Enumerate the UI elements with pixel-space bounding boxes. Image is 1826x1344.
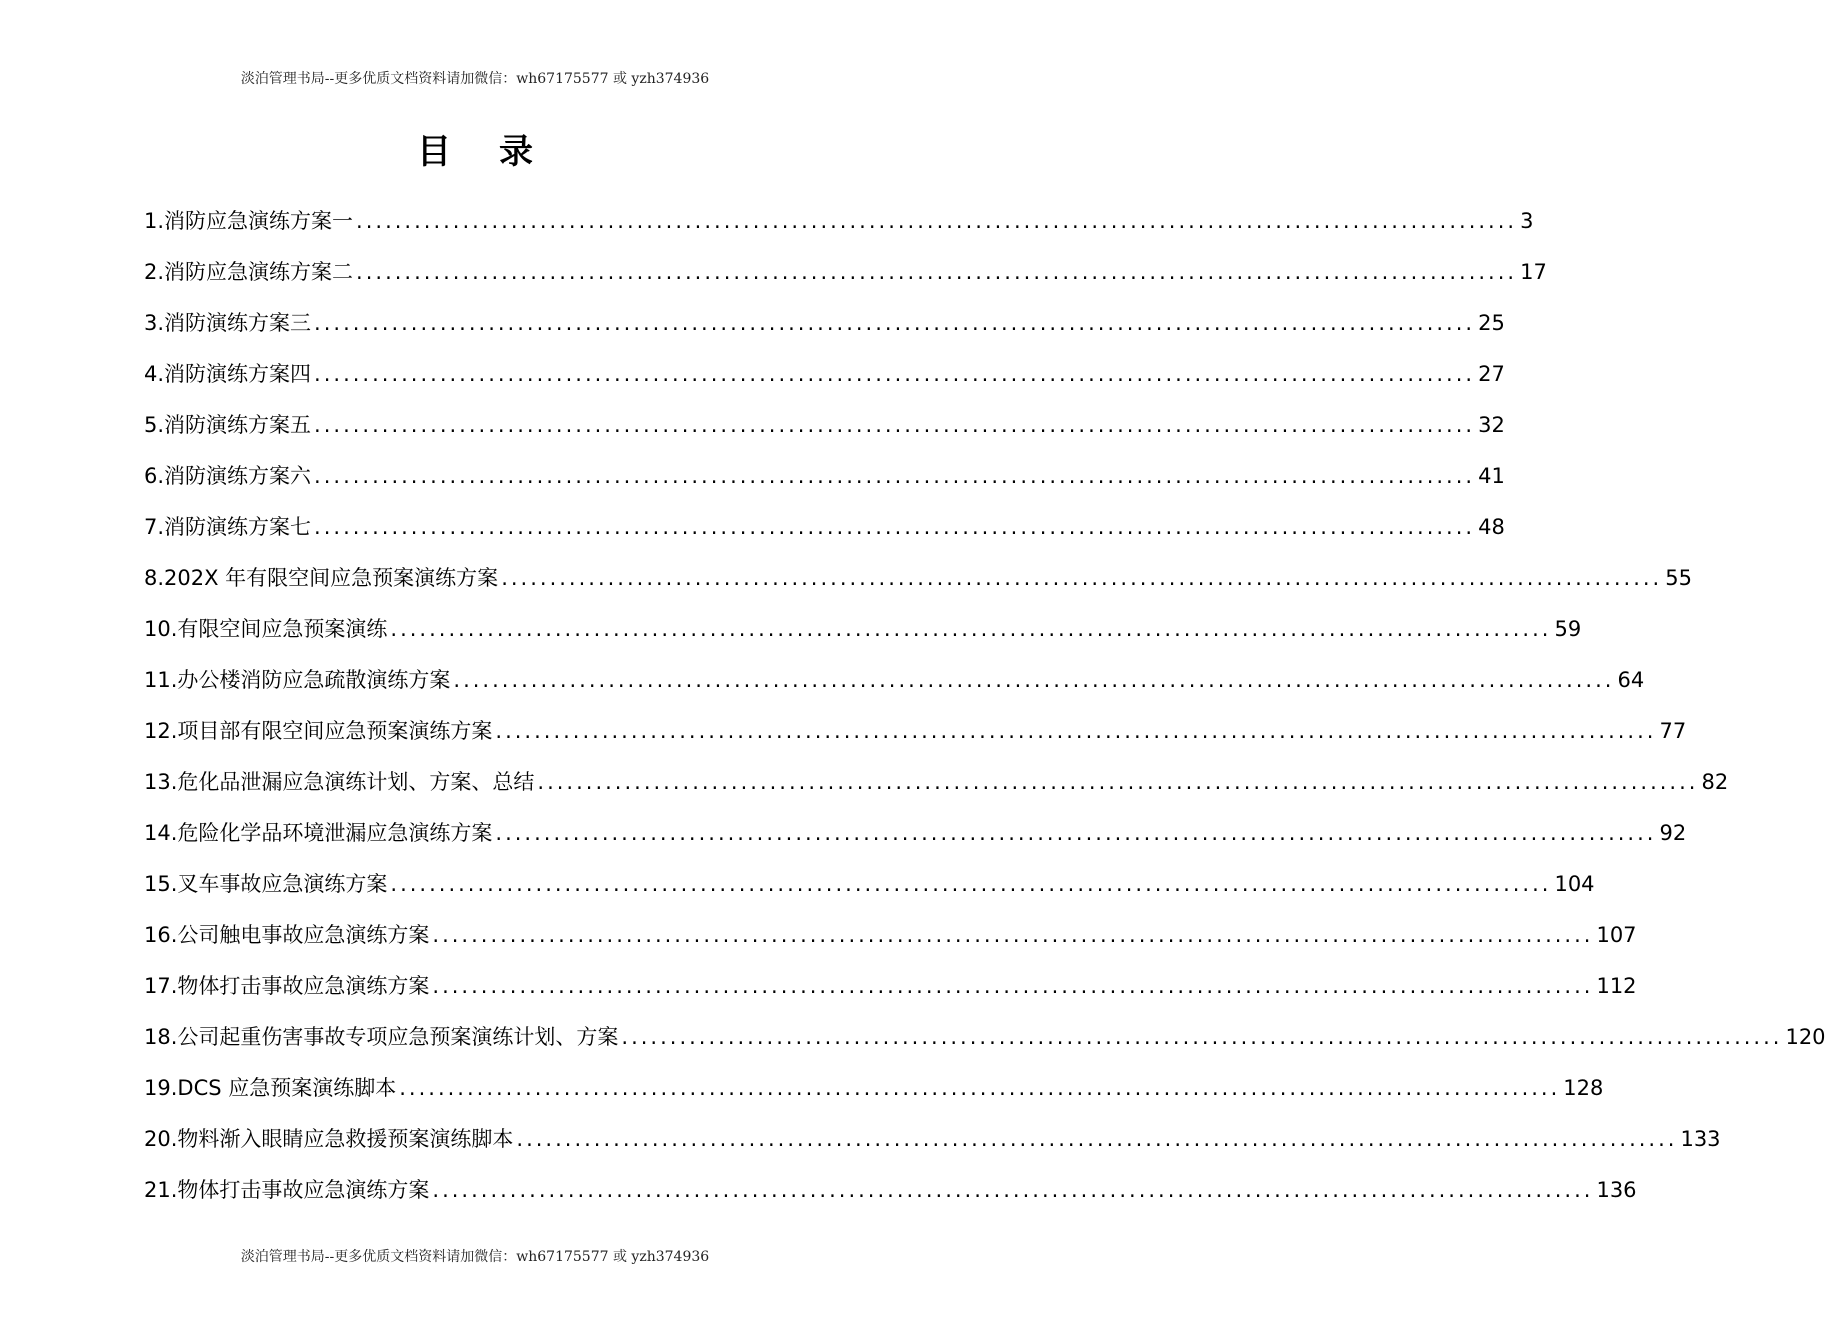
toc-entry[interactable] bbox=[144, 752, 1729, 803]
toc-entry-title: 3.消防演练方案三 bbox=[144, 311, 312, 335]
toc-dot-leader: ........................................................................................................................ bbox=[314, 515, 1476, 539]
toc-entry[interactable] bbox=[144, 497, 1505, 548]
toc-entry[interactable] bbox=[144, 905, 1637, 956]
toc-page-number: 17 bbox=[1520, 260, 1547, 284]
toc-page-number: 59 bbox=[1554, 617, 1582, 641]
toc-entry[interactable] bbox=[144, 956, 1637, 1007]
toc-entry-title: 1.消防应急演练方案一 bbox=[144, 209, 354, 233]
toc-dot-leader: ........................................................................................................................ bbox=[501, 566, 1663, 590]
toc-dot-leader: ........................................................................................................................ bbox=[356, 209, 1518, 233]
toc-entry[interactable] bbox=[144, 650, 1645, 701]
toc-entry[interactable] bbox=[144, 191, 1534, 242]
toc-entry-title: 8.202X 年有限空间应急预案演练方案 bbox=[144, 566, 499, 590]
toc-page-number: 3 bbox=[1520, 209, 1534, 233]
toc-page-number: 27 bbox=[1478, 362, 1505, 386]
toc-dot-leader: ........................................................................................................................ bbox=[399, 1076, 1561, 1100]
toc-page-number: 64 bbox=[1617, 668, 1645, 692]
toc-entry-title: 6.消防演练方案六 bbox=[144, 464, 312, 488]
toc-entry[interactable] bbox=[144, 242, 1547, 293]
toc-entry-title: 4.消防演练方案四 bbox=[144, 362, 312, 386]
toc-entry[interactable] bbox=[144, 395, 1505, 446]
toc-page-number: 48 bbox=[1478, 515, 1505, 539]
toc-page-number: 41 bbox=[1478, 464, 1505, 488]
toc-dot-leader: ........................................................................................................................ bbox=[314, 362, 1476, 386]
toc-entry-title: 19.DCS 应急预案演练脚本 bbox=[144, 1076, 397, 1100]
toc-entry[interactable] bbox=[144, 599, 1582, 650]
toc-entry-title: 13.危化品泄漏应急演练计划、方案、总结 bbox=[144, 770, 535, 794]
toc-dot-leader: ........................................................................................................................ bbox=[537, 770, 1699, 794]
toc-entry[interactable] bbox=[144, 446, 1505, 497]
toc-entry[interactable] bbox=[144, 548, 1692, 599]
table-of-contents bbox=[144, 191, 1826, 1211]
toc-entry-title: 2.消防应急演练方案二 bbox=[144, 260, 354, 284]
toc-dot-leader: ........................................................................................................................ bbox=[621, 1025, 1783, 1049]
toc-entry-title: 12.项目部有限空间应急预案演练方案 bbox=[144, 719, 493, 743]
toc-entry[interactable] bbox=[144, 1109, 1721, 1160]
toc-entry-title: 7.消防演练方案七 bbox=[144, 515, 312, 539]
toc-entry-title: 10.有限空间应急预案演练 bbox=[144, 617, 388, 641]
toc-entry-title: 11.办公楼消防应急疏散演练方案 bbox=[144, 668, 451, 692]
toc-page-number: 133 bbox=[1680, 1127, 1721, 1151]
page-footer: 淡泊管理书局--更多优质文档资料请加微信：wh67175577 或 yzh374936 bbox=[240, 1249, 710, 1265]
toc-dot-leader: ........................................................................................................................ bbox=[314, 464, 1476, 488]
toc-dot-leader: ........................................................................................................................ bbox=[495, 719, 1657, 743]
toc-dot-leader: ........................................................................................................................ bbox=[314, 311, 1476, 335]
toc-page-number: 136 bbox=[1596, 1178, 1637, 1202]
toc-page-number: 82 bbox=[1701, 770, 1729, 794]
toc-entry-title: 16.公司触电事故应急演练方案 bbox=[144, 923, 430, 947]
toc-entry[interactable] bbox=[144, 344, 1505, 395]
toc-entry[interactable] bbox=[144, 1007, 1826, 1058]
toc-page-number: 32 bbox=[1478, 413, 1505, 437]
toc-dot-leader: ........................................................................................................................ bbox=[432, 1178, 1594, 1202]
toc-entry[interactable] bbox=[144, 854, 1595, 905]
toc-dot-leader: ........................................................................................................................ bbox=[495, 821, 1657, 845]
toc-page-number: 104 bbox=[1554, 872, 1595, 896]
toc-page-number: 77 bbox=[1659, 719, 1687, 743]
toc-dot-leader: ........................................................................................................................ bbox=[390, 617, 1552, 641]
toc-entry[interactable] bbox=[144, 803, 1687, 854]
toc-entry[interactable] bbox=[144, 1160, 1637, 1211]
toc-page-number: 25 bbox=[1478, 311, 1505, 335]
toc-dot-leader: ........................................................................................................................ bbox=[432, 923, 1594, 947]
page-header: 淡泊管理书局--更多优质文档资料请加微信：wh67175577 或 yzh374936 bbox=[240, 71, 710, 87]
toc-entry[interactable] bbox=[144, 1058, 1604, 1109]
toc-dot-leader: ........................................................................................................................ bbox=[314, 413, 1476, 437]
toc-page-number: 120 bbox=[1785, 1025, 1826, 1049]
toc-entry-title: 15.叉车事故应急演练方案 bbox=[144, 872, 388, 896]
toc-page-number: 55 bbox=[1665, 566, 1692, 590]
toc-entry-title: 18.公司起重伤害事故专项应急预案演练计划、方案 bbox=[144, 1025, 619, 1049]
toc-dot-leader: ........................................................................................................................ bbox=[453, 668, 1615, 692]
toc-page-number: 107 bbox=[1596, 923, 1637, 947]
toc-dot-leader: ........................................................................................................................ bbox=[356, 260, 1518, 284]
toc-entry-title: 5.消防演练方案五 bbox=[144, 413, 312, 437]
toc-page-number: 92 bbox=[1659, 821, 1687, 845]
toc-entry[interactable] bbox=[144, 701, 1687, 752]
toc-entry-title: 21.物体打击事故应急演练方案 bbox=[144, 1178, 430, 1202]
toc-dot-leader: ........................................................................................................................ bbox=[516, 1127, 1678, 1151]
toc-dot-leader: ........................................................................................................................ bbox=[432, 974, 1594, 998]
page-title: 目录 bbox=[417, 132, 581, 172]
toc-page-number: 112 bbox=[1596, 974, 1637, 998]
toc-entry[interactable] bbox=[144, 293, 1505, 344]
toc-page-number: 128 bbox=[1563, 1076, 1604, 1100]
toc-entry-title: 20.物料渐入眼睛应急救援预案演练脚本 bbox=[144, 1127, 514, 1151]
toc-entry-title: 17.物体打击事故应急演练方案 bbox=[144, 974, 430, 998]
toc-entry-title: 14.危险化学品环境泄漏应急演练方案 bbox=[144, 821, 493, 845]
toc-dot-leader: ........................................................................................................................ bbox=[390, 872, 1552, 896]
